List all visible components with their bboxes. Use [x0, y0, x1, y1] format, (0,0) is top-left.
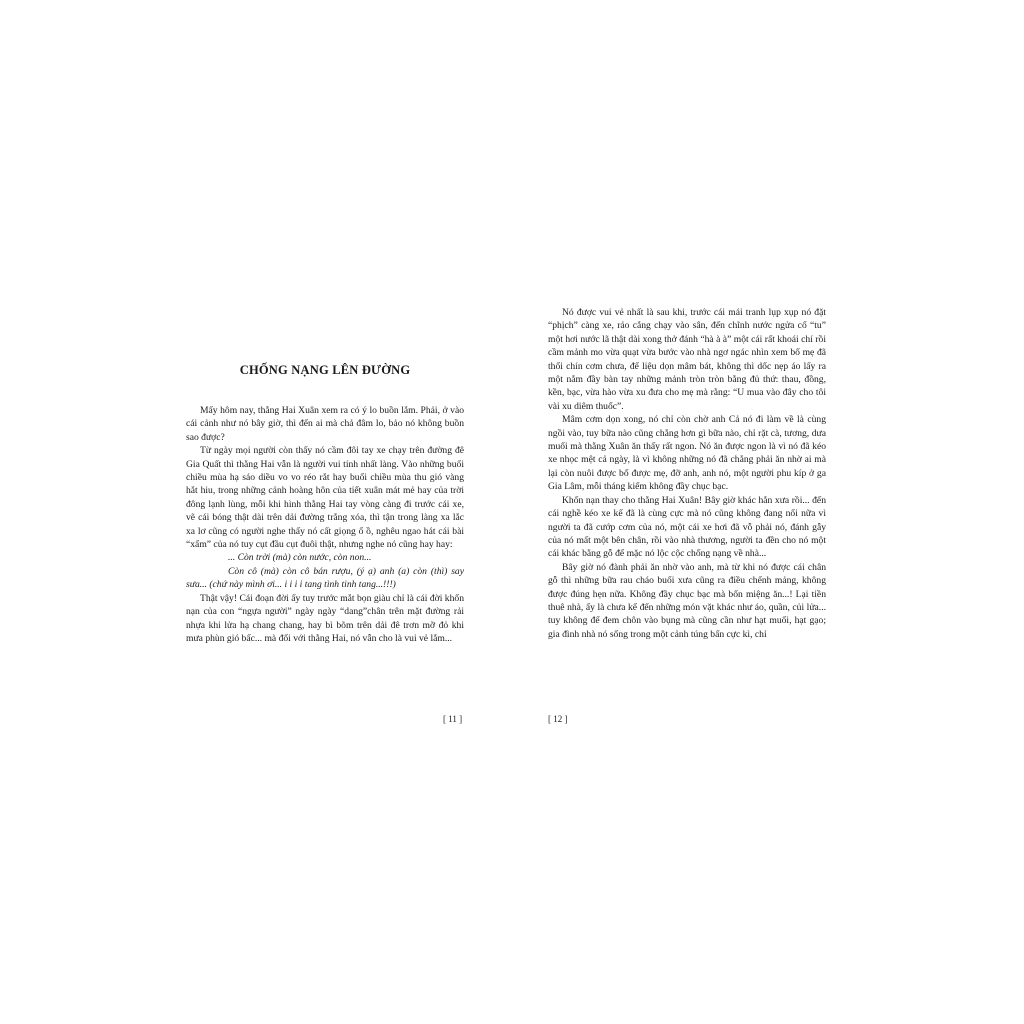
- paragraph: Thật vậy! Cái đoạn đời ấy tuy trước mắt bọn giàu chỉ là cái đời khốn nạn của con “ngựa người” ngày ngày “dang”chân trên mặt đường rải nhựa khi lửa hạ chang chang, hay bì bõm trên dải đê trơn mỡ đỏ khi mưa phùn gió bấc... mà đối với thằng Hai, nó vẫn cho là vui vẻ lắm...: [186, 592, 464, 644]
- chapter-title: CHỐNG NẠNG LÊN ĐƯỜNG: [239, 363, 411, 378]
- paragraph: Mâm cơm dọn xong, nó chỉ còn chờ anh Cả nó đi làm về là cùng ngồi vào, tuy bữa nào cũng chẳng hơn gì bữa nào, chỉ rặt cà, tương, dưa muối mà thằng Xuân ăn thấy rất ngon. Nó ăn được ngon là vì nó đã kéo xe nhọc mệt cả ngày, là vì không những nó đã chẳng phải ăn nhờ ai mà lại còn nuôi được bố được mẹ, đỡ anh, anh nó, một người phu kíp ở ga Gia Lâm, mỗi tháng kiếm không đầy chục bạc.: [548, 414, 826, 493]
- verse-line: Còn cô (mà) còn cô bán rượu, (ý ạ) anh (a) còn (thì) say sưa... (chứ này mình ơi... i i i i tang tình tinh tang...!!!): [186, 565, 464, 591]
- paragraph: Bây giờ nó đành phải ăn nhờ vào anh, mà từ khi nó được cái chân gỗ thì những bữa rau cháo buổi xưa cũng ra điều chểnh mảng, không được đúng hẹn nữa. Không đầy chục bạc mà bốn miệng ăn...! Lại tiền thuê nhà, ấy là chưa kể đến những món vặt khác như áo, quần, củi lửa... tuy không để đem chôn vào bụng mà cũng cần như hạt muối, hạt gạo; gia đình nhà nó sống trong một cảnh túng bấn cực kì, chỉ: [548, 561, 826, 640]
- page-number-left: [ 11 ]: [443, 714, 463, 724]
- right-page-text: [548, 306, 826, 641]
- paragraph: Khốn nạn thay cho thằng Hai Xuân! Bây giờ khác hẳn xưa rồi... đến cái nghề kéo xe kể đã là cùng cực mà nó cũng không đang nổi nữa vì người ta đã cướp cơm của nó, một cái xe hơi đã vỗ phải nó, đánh gẫy của nó mất một bên chân, rồi vào nhà thương, người ta đền cho nó một cái khác bằng gỗ để mặc nó lộc cộc chống nạng về nhà...: [548, 494, 826, 560]
- paragraph: Nó được vui vẻ nhất là sau khi, trước cái mái tranh lụp xụp nó đặt “phịch” càng xe, rảo cẳng chạy vào sân, đến chĩnh nước ngửa cổ “tu” một hơi nước lã thật dài xong thở đánh “hà à à” một cái rất khoái chí rồi cầm mảnh mo vừa quạt vừa bước vào nhà ngơ ngác nhìn xem bố mẹ đã thổi chín cơm chưa, để liệu dọn mâm bát, không thì dốc nẹp áo lấy ra một nắm đầy bàn tay những mảnh tròn tròn bằng đủ thứ: thau, đồng, kền, bạc, vừa hào vừa xu đưa cho mẹ mà rằng: “U mua vào đây cho tôi vài xu diêm thuốc”.: [548, 307, 826, 412]
- verse-line: ... Còn trời (mà) còn nước, còn non...: [228, 552, 372, 564]
- paragraph: Mấy hôm nay, thằng Hai Xuân xem ra có ý lo buồn lắm. Phải, ở vào cái cảnh như nó bây giờ, thì đến ai mà chả đâm lo, bảo nó không buồn sao được?: [186, 405, 464, 443]
- left-page-text: [186, 404, 464, 645]
- page-number-right: [ 12 ]: [548, 714, 568, 724]
- paragraph: Từ ngày mọi người còn thấy nó cầm đôi tay xe chạy trên đường đê Gia Quất thì thằng Hai vẫn là người vui tính nhất làng. Vào những buổi chiều mùa hạ sáo diều vo vo réo rắt hay buổi chiều mùa thu gió vàng hắt hiu, trong những cảnh hoàng hôn của tiết xuân mát mẻ hay của trời đông lạnh lùng, mỗi khi hình thằng Hai tay vòng càng đi trước cái xe, vẽ cái bóng thật dài trên dải đường trắng xóa, thì tận trong làng xa lắc xa lơ cũng có người nghe thấy nó cất giọng ổ ồ, nghêu ngao hát cái bài “xẩm” của nó tuy cụt đầu cụt đuôi thật, nhưng nghe nó cũng hay hay:: [186, 445, 464, 551]
